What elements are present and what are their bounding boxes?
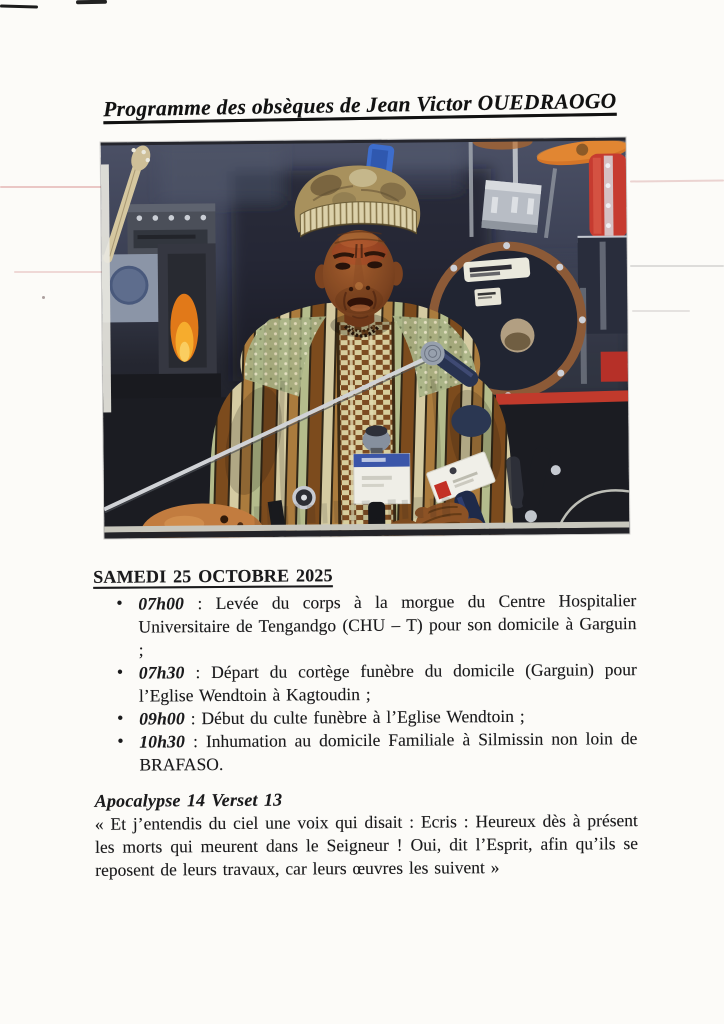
bullet-icon: • bbox=[117, 707, 124, 728]
scripture-section bbox=[95, 786, 639, 882]
schedule-time: 10h30 bbox=[139, 731, 186, 752]
schedule-item bbox=[93, 589, 636, 662]
schedule-section bbox=[93, 560, 637, 777]
program-text bbox=[93, 560, 638, 882]
speaker-cabinet bbox=[102, 254, 167, 323]
bullet-icon: • bbox=[117, 730, 124, 751]
funeral-photo bbox=[101, 137, 630, 538]
stage-red-strip bbox=[601, 351, 628, 381]
schedule-time: 07h30 bbox=[138, 662, 185, 683]
schedule-text: : Levée du corps à la morgue du Centre Hospitalier Universitaire de Tengandgo (CHU – T) pour son domicile à Garguin ; bbox=[138, 590, 637, 660]
schedule-text: : Départ du cortège funèbre du domicile (Garguin) pour l’Eglise Wendtoin à Kagtoudin ; bbox=[138, 659, 637, 706]
schedule-heading: SAMEDI 25 OCTOBRE 2025 bbox=[93, 565, 333, 587]
schedule-list bbox=[93, 589, 637, 777]
mic-flag bbox=[354, 454, 410, 505]
red-drum bbox=[589, 153, 628, 237]
schedule-time: 07h00 bbox=[138, 593, 185, 614]
schedule-time: 09h00 bbox=[139, 708, 185, 729]
bullet-icon: • bbox=[116, 592, 123, 613]
page-title: Programme des obsèques de Jean Victor OUEDRAOGO bbox=[103, 88, 617, 122]
scripture-heading: Apocalypse 14 Verset 13 bbox=[94, 789, 283, 811]
scripture-quote: « Et j’entendis du ciel une voix qui disait : Ecris : Heureux dès à présent les morts qui meurent dans le Seigneur ! Oui, dit l’Esprit, afin qu’ils se reposent de leurs travaux, car leurs œuvres les suivent » bbox=[94, 810, 639, 880]
bullet-icon: • bbox=[116, 661, 124, 682]
title-row bbox=[68, 88, 652, 123]
schedule-text: : Début du culte funèbre à l’Eglise Wendtoin ; bbox=[184, 705, 525, 729]
schedule-item bbox=[94, 658, 637, 708]
schedule-item bbox=[94, 727, 637, 777]
photo-svg bbox=[101, 137, 630, 538]
schedule-text: : Inhumation au domicile Familiale à Silmissin non loin de BRAFASO. bbox=[139, 728, 638, 775]
tom-drum bbox=[481, 180, 541, 233]
